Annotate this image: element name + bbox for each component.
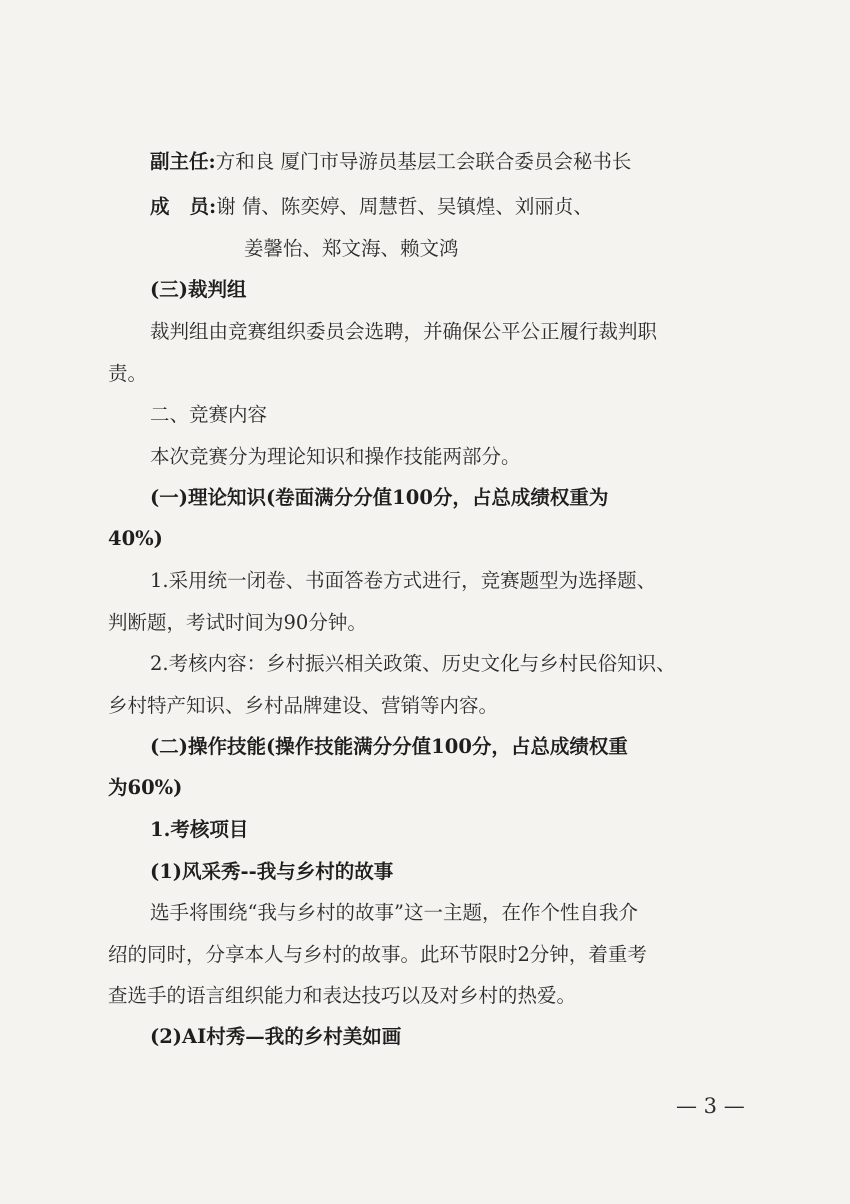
theory-heading-note: (卷面满分分值100分，占总成绩权重为	[265, 486, 609, 509]
theory-heading-line2: 40%)	[108, 527, 163, 550]
skills-subhead: 1.考核项目	[150, 818, 249, 841]
page-number: — 3 —	[676, 1094, 745, 1118]
judges-para-line1: 裁判组由竞赛组织委员会选聘，并确保公平公正履行裁判职	[150, 320, 658, 343]
members-label-b: 员:	[189, 195, 217, 218]
members-list-line2: 姜馨怡、郑文海、赖文鸿	[244, 237, 459, 260]
members-list-line1: 谢 倩、陈奕婷、周慧哲、吴镇煌、刘丽贞、	[216, 195, 593, 218]
vice-director-label: 副主任:	[150, 150, 216, 173]
members-label-a: 成	[150, 195, 170, 218]
vice-director-line	[150, 148, 631, 176]
skills-item1-para-line1: 选手将围绕“我与乡村的故事”这一主题，在作个性自我介	[150, 901, 638, 924]
theory-heading-title: (一)理论知识	[150, 486, 266, 509]
skills-item1-title: (1)风采秀--我与乡村的故事	[150, 860, 394, 883]
theory-item2-line1: 2.考核内容：乡村振兴相关政策、历史文化与乡村民俗知识、	[150, 652, 676, 675]
theory-item1-line2: 判断题，考试时间为90分钟。	[108, 611, 367, 634]
theory-item1-line1: 1.采用统一闭卷、书面答卷方式进行，竞赛题型为选择题、	[150, 569, 657, 592]
skills-heading-line2: 为60%)	[108, 776, 183, 799]
theory-item2-line2: 乡村特产知识、乡村品牌建设、营销等内容。	[108, 694, 499, 717]
content-heading: 二、竞赛内容	[150, 403, 268, 426]
skills-item2-title: (2)AI村秀—我的乡村美如画	[150, 1025, 402, 1048]
theory-heading-line1	[150, 484, 608, 512]
content-intro: 本次竞赛分为理论知识和操作技能两部分。	[150, 445, 521, 468]
skills-item1-para-line3: 查选手的语言组织能力和表达技巧以及对乡村的热爱。	[108, 984, 577, 1007]
judges-heading: (三)裁判组	[150, 278, 247, 301]
skills-item1-para-line2: 绍的同时，分享本人与乡村的故事。此环节限时2分钟，着重考	[108, 943, 647, 966]
members-line	[150, 193, 593, 221]
judges-para-line2: 责。	[108, 362, 148, 385]
skills-heading-line1: (二)操作技能(操作技能满分分值100分，占总成绩权重	[150, 735, 628, 758]
vice-director-text: 方和良 厦门市导游员基层工会联合委员会秘书长	[215, 150, 632, 173]
